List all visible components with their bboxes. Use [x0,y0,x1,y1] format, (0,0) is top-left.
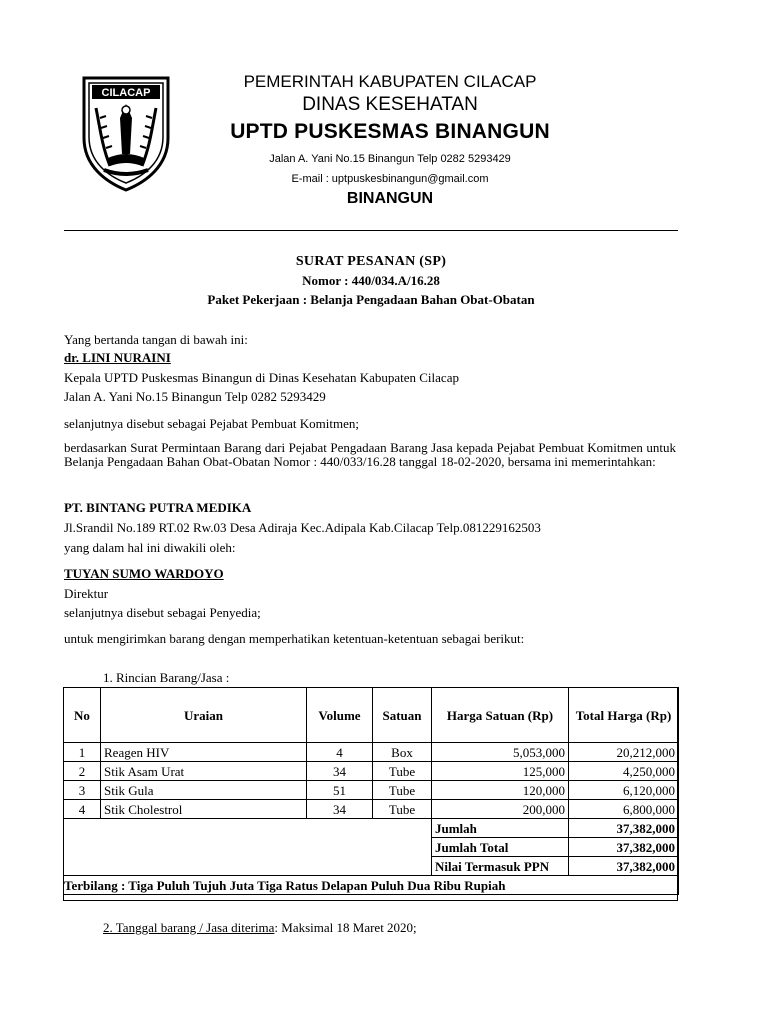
header-no: No [64,688,101,743]
row-price: 200,000 [432,800,569,819]
row-item: Stik Cholestrol [101,800,307,819]
row-volume: 34 [307,762,373,781]
row-item: Reagen HIV [101,743,307,762]
representative-name: TUYAN SUMO WARDOYO [64,566,224,581]
row-price: 5,053,000 [432,743,569,762]
row-volume: 51 [307,781,373,800]
header-total-price: Total Harga (Rp) [569,688,679,743]
row-price: 120,000 [432,781,569,800]
signer-position: Kepala UPTD Puskesmas Binangun di Dinas Kesehatan Kabupaten Cilacap [64,370,459,385]
letterhead-address: Jalan A. Yani No.15 Binangun Telp 0282 5293429 [269,153,511,165]
letterhead-divider [64,230,678,231]
row-volume: 34 [307,800,373,819]
letterhead-email: E-mail : uptpuskesbinangun@gmail.com [291,173,489,185]
signer-role: selanjutnya disebut sebagai Pejabat Pembuat Komitmen; [64,416,359,431]
row-no: 3 [64,781,101,800]
vendor-name: PT. BINTANG PUTRA MEDIKA [64,500,252,515]
section-2-value: : Maksimal 18 Maret 2020; [274,920,417,935]
representative-position: Direktur [64,586,109,601]
row-unit: Tube [373,762,432,781]
summary-label: Jumlah [432,819,569,838]
signer-address: Jalan A. Yani No.15 Binangun Telp 0282 5293429 [64,389,326,404]
table-row [64,781,679,800]
representative-role: selanjutnya disebut sebagai Penyedia; [64,605,261,620]
section-2 [103,920,417,936]
row-no: 4 [64,800,101,819]
row-unit: Box [373,743,432,762]
row-no: 1 [64,743,101,762]
logo-text: CILACAP [101,87,151,99]
intro-text: Yang bertanda tangan di bawah ini: [64,332,248,347]
vendor-rep-intro: yang dalam hal ini diwakili oleh: [64,540,236,555]
summary-row-subtotal [64,819,679,838]
items-table [63,687,679,895]
section-1-heading: 1. Rincian Barang/Jasa : [103,670,230,685]
letterhead-institution: UPTD PUSKESMAS BINANGUN [230,120,550,143]
summary-value: 37,382,000 [569,838,679,857]
row-item: Stik Gula [101,781,307,800]
basis-paragraph: berdasarkan Surat Permintaan Barang dari Pejabat Pengadaan Barang Jasa kepada Pejabat Pembuat Komitmen untuk Belanja Pengadaan Bahan Obat-Obatan Nomor : 440/033/16.28 tanggal 18-02-2020, bersama ini memerintahkan: [64,440,676,469]
row-item: Stik Asam Urat [101,762,307,781]
section-2-label: 2. Tanggal barang / Jasa diterima [103,920,275,935]
summary-label: Nilai Termasuk PPN [432,857,569,876]
row-volume: 4 [307,743,373,762]
row-total: 6,800,000 [569,800,679,819]
letterhead-agency: DINAS KESEHATAN [302,94,478,115]
row-total: 20,212,000 [569,743,679,762]
row-unit: Tube [373,781,432,800]
row-no: 2 [64,762,101,781]
document-number: Nomor : 440/034.A/16.28 [302,273,440,288]
work-package: Paket Pekerjaan : Belanja Pengadaan Bahan Obat-Obatan [207,292,535,307]
document-title: SURAT PESANAN (SP) [295,254,447,269]
header-volume: Volume [307,688,373,743]
vendor-address: Jl.Srandil No.189 RT.02 Rw.03 Desa Adiraja Kec.Adipala Kab.Cilacap Telp.081229162503 [64,520,541,535]
summary-value: 37,382,000 [569,857,679,876]
row-total: 4,250,000 [569,762,679,781]
header-unit: Satuan [373,688,432,743]
amount-in-words: Terbilang : Tiga Puluh Tujuh Juta Tiga Ratus Delapan Puluh Dua Ribu Rupiah [64,876,679,895]
table-row [64,800,679,819]
summary-value: 37,382,000 [569,819,679,838]
header-unit-price: Harga Satuan (Rp) [432,688,569,743]
table-row [64,762,679,781]
table-row [64,743,679,762]
summary-blank-cell [64,819,432,876]
table-header-row [64,688,679,743]
row-price: 125,000 [432,762,569,781]
letterhead-city: BINANGUN [346,190,434,207]
row-unit: Tube [373,800,432,819]
instruction-text: untuk mengirimkan barang dengan memperhatikan ketentuan-ketentuan sebagai berikut: [64,631,525,646]
row-total: 6,120,000 [569,781,679,800]
signer-name: dr. LINI NURAINI [64,350,171,365]
letterhead-government: PEMERINTAH KABUPATEN CILACAP [243,72,537,91]
terbilang-row [64,876,679,895]
header-description: Uraian [101,688,307,743]
cilacap-regency-logo [80,74,172,192]
summary-label: Jumlah Total [432,838,569,857]
